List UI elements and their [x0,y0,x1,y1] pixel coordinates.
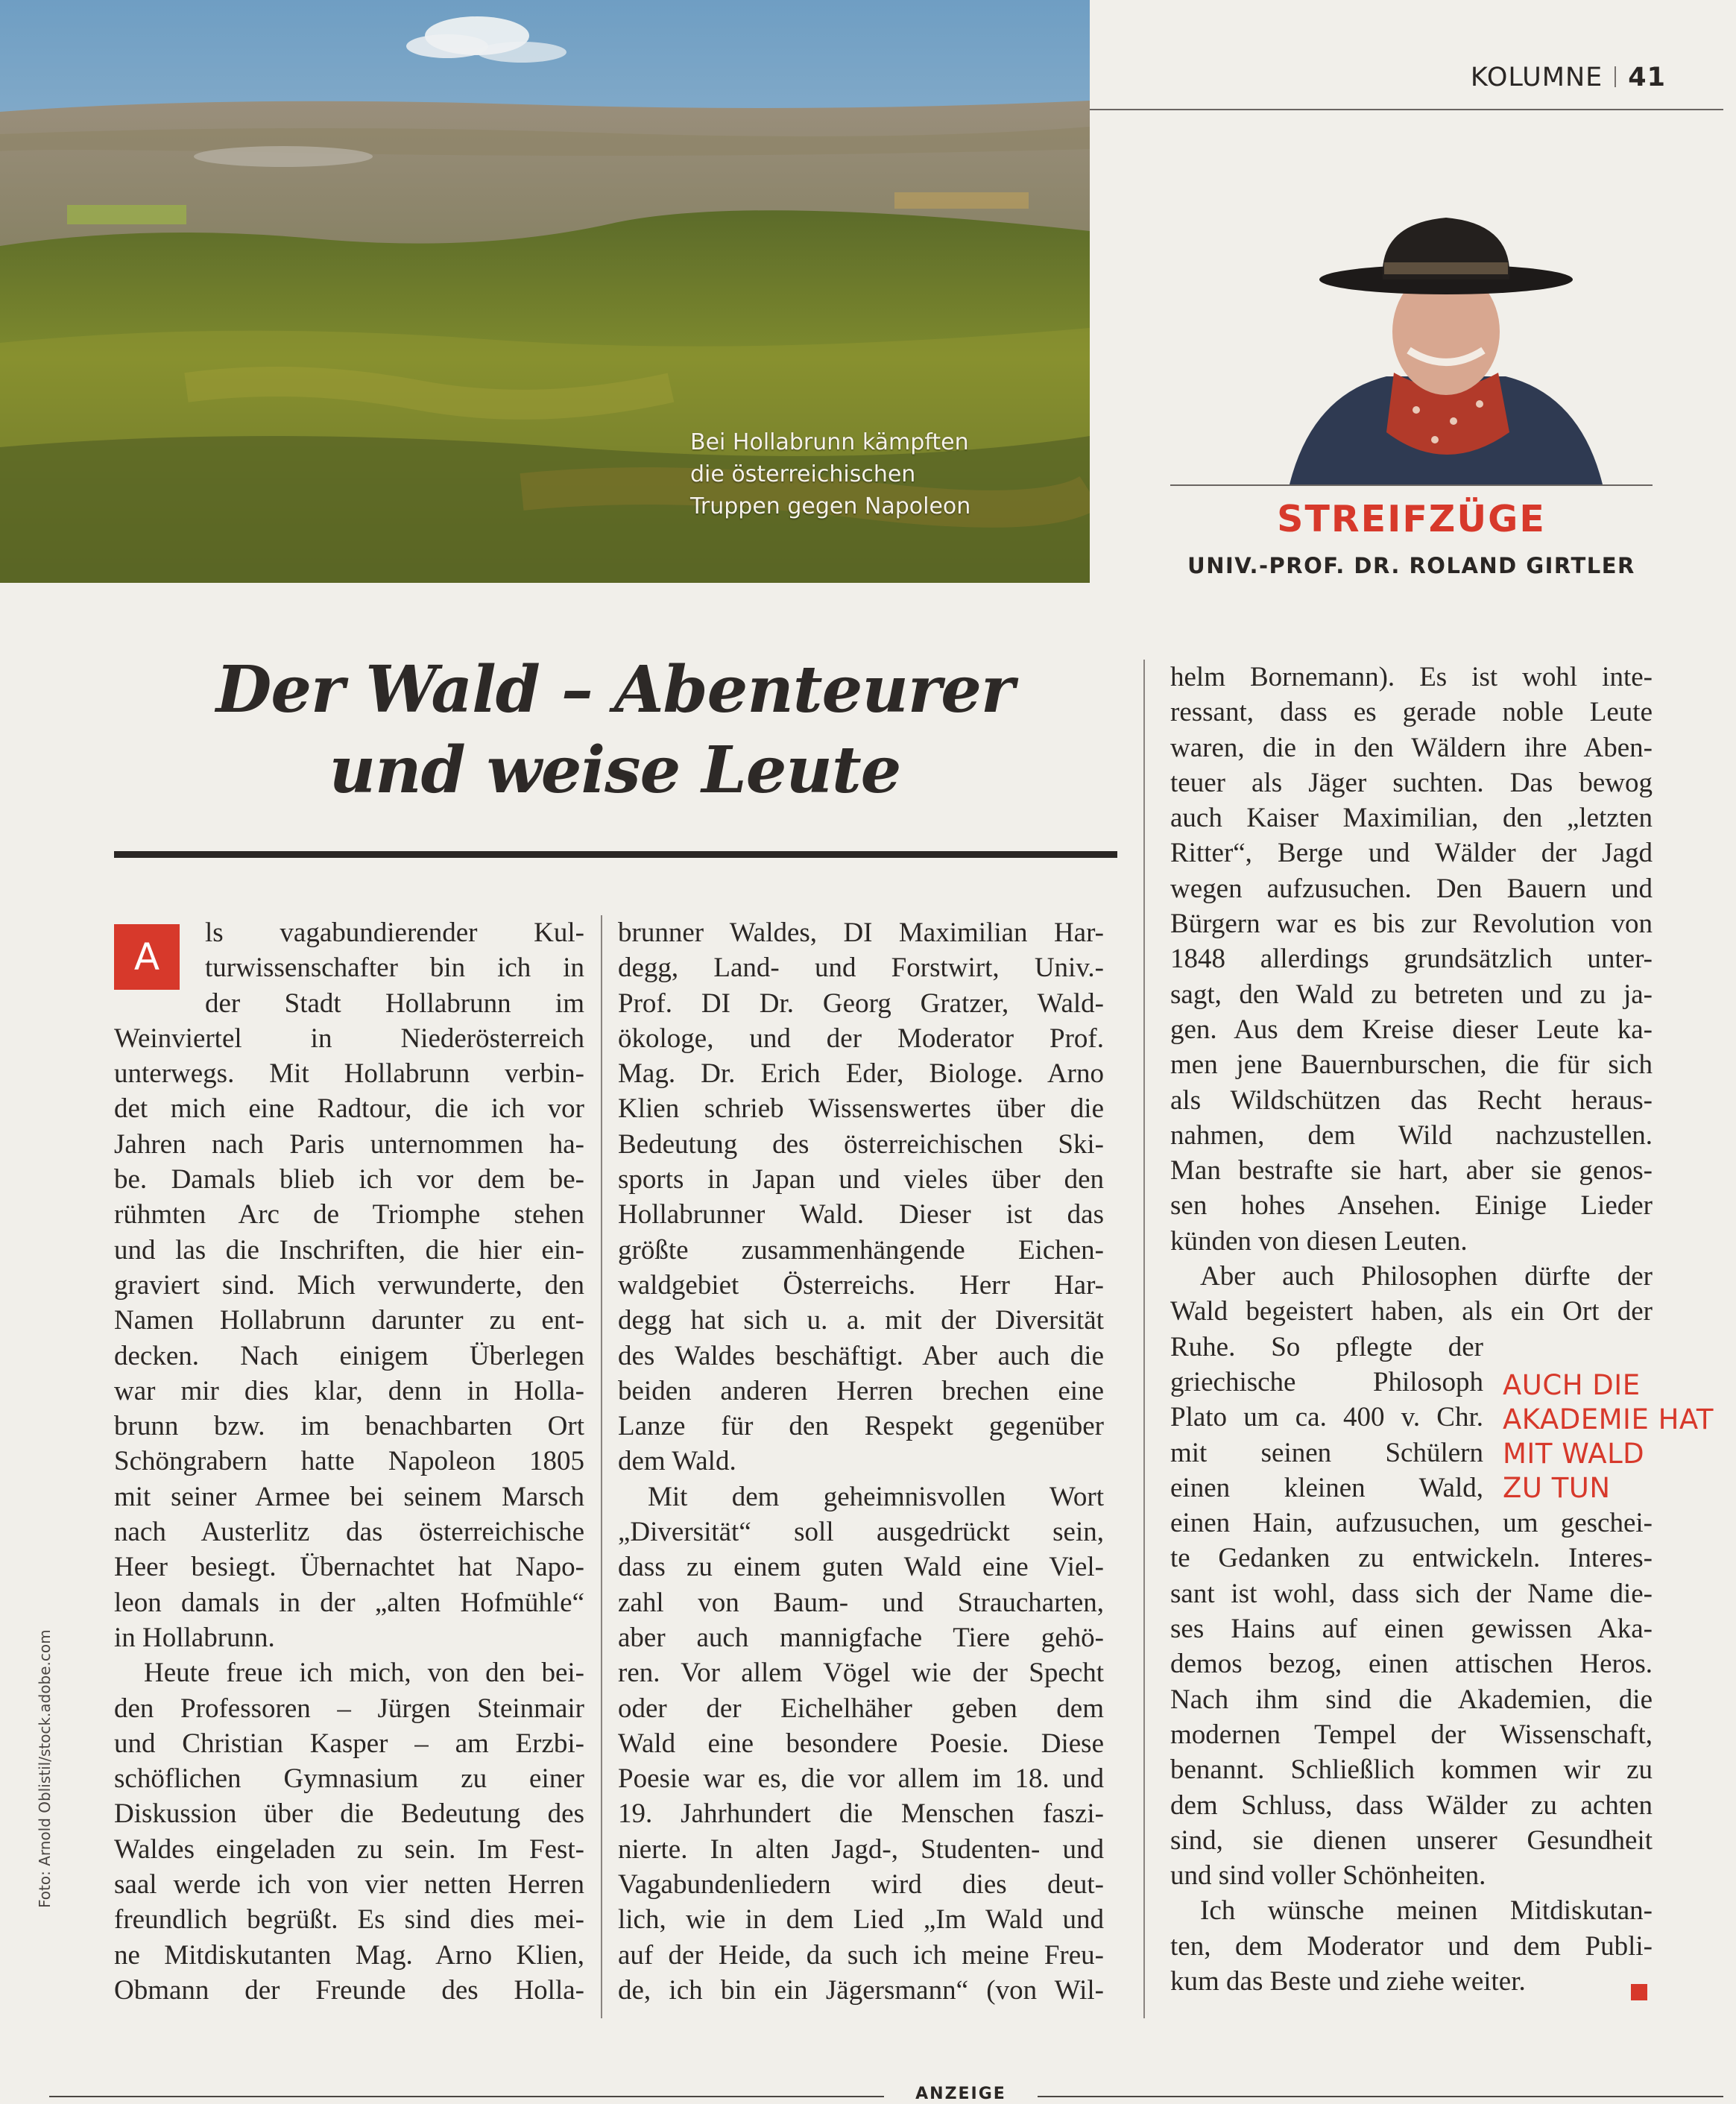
text-line: Klien schrieb Wissenswertes über die [618,1093,1104,1125]
text-line: 1848 allerdings grundsätzlich unter- [1170,944,1653,975]
text-line: auch Kaiser Maximilian, den „letzten [1170,803,1653,834]
text-line: und sind voller Schönheiten. [1170,1860,1486,1892]
text-line: Ich wünsche meinen Mitdiskutan- [1200,1895,1653,1927]
text-line: Wald eine besondere Poesie. Diese [618,1728,1104,1759]
text-line: Prof. DI Dr. Georg Gratzer, Wald- [618,988,1104,1019]
text-line: nierte. In alten Jagd-, Studenten- und [618,1833,1104,1865]
text-line: brunn bzw. im benachbarten Ort [114,1411,584,1442]
text-line: ses Hains auf einen gewissen Aka- [1170,1614,1653,1645]
text-line: det mich eine Radtour, die ich vor [114,1093,584,1125]
page-header [1401,63,1666,92]
author-portrait-image [1282,209,1610,484]
text-line: ls vagabundierender Kul- [205,917,584,948]
author-portrait [1282,209,1610,484]
text-line: unterwegs. Mit Hollabrunn verbin- [114,1058,584,1090]
headline-rule [114,851,1117,858]
text-line: graviert sind. Mich verwunderte, den [114,1269,584,1301]
text-line: de, ich bin ein Jägersmann“ (von Wil- [618,1974,1104,2006]
text-line: mit seiner Armee bei seinem Marsch [114,1481,584,1512]
text-line: Obmann der Freunde des Holla- [114,1974,584,2006]
article-column-1-intro [205,915,584,1021]
text-line: mit seinen Schülern [1170,1437,1483,1468]
text-line: Waldes eingeladen zu sein. Im Fest- [114,1833,584,1865]
header-separator [1615,66,1616,87]
text-line: in Hollabrunn. [114,1622,275,1653]
text-line: sind, sie dienen unserer Gesundheit [1170,1825,1653,1856]
text-line: sports in Japan und vieles über den [618,1164,1104,1195]
text-line: lich, wie in dem Lied „Im Wald und [618,1904,1104,1936]
text-line: ten, dem Moderator und dem Publi- [1170,1930,1653,1962]
text-line: freundlich begrüßt. Es sind dies mei- [114,1904,584,1936]
text-line: und las die Inschriften, die hier ein- [114,1234,584,1266]
end-mark-square [1631,1984,1647,2000]
text-line: decken. Nach einigem Überlegen [114,1340,584,1371]
text-line: degg hat sich u. a. mit der Diversität [618,1305,1104,1336]
headline-line-1: Der Wald – Abenteurer [215,652,1014,727]
text-line: Namen Hollabrunn darunter zu ent- [114,1305,584,1336]
text-line: ren. Vor allem Vögel wie der Specht [618,1658,1104,1689]
column-author: UNIV.-PROF. DR. ROLAND GIRTLER [1187,553,1635,578]
author-rule [1170,484,1653,486]
text-line: Mit dem geheimnisvollen Wort [648,1481,1104,1512]
text-line: zahl von Baum- und Straucharten, [618,1587,1104,1618]
text-line: Diskussion über die Bedeutung des [114,1798,584,1830]
text-line: der Stadt Hollabrunn im [205,988,584,1019]
text-line: sant ist wohl, dass sich der Name die- [1170,1578,1653,1609]
text-line: te Gedanken zu entwickeln. Interes- [1170,1543,1653,1574]
article-column-3 [1170,660,1653,1999]
text-line: wegen aufzusuchen. Den Bauern und [1170,873,1653,904]
text-line: Man bestrafte sie hart, aber sie genos- [1170,1155,1653,1187]
text-line: Ritter“, Berge und Wälder der Jagd [1170,838,1653,869]
text-line: Bürgern war es bis zur Revolution von [1170,909,1653,940]
text-line: als Wildschützen das Recht heraus- [1170,1084,1653,1116]
column-divider [601,915,602,2018]
section-label: KOLUMNE [1470,63,1603,92]
text-line: Vagabundenliedern wird dies deut- [618,1869,1104,1901]
header-rule [1090,109,1723,110]
text-line: Wald begeistert haben, als ein Ort der [1170,1296,1653,1327]
text-line: benannt. Schließlich kommen wir zu [1170,1754,1653,1786]
text-line: demos bezog, einen attischen Heros. [1170,1649,1653,1680]
text-line: den Professoren – Jürgen Steinmair [114,1693,584,1724]
text-line: Hollabrunner Wald. Dieser ist das [618,1199,1104,1231]
drop-cap: A [114,924,180,990]
text-line: Nach ihm sind die Akademien, die [1170,1684,1653,1715]
text-line: Plato um ca. 400 v. Chr. [1170,1402,1483,1433]
text-line: Schöngrabern hatte Napoleon 1805 [114,1446,584,1477]
text-line: und Christian Kasper – am Erzbi- [114,1728,584,1759]
headline [112,650,1118,811]
text-line: kum das Beste und ziehe weiter. [1170,1965,1526,1997]
text-line: beiden anderen Herren brechen eine [618,1375,1104,1406]
text-line: ne Mitdiskutanten Mag. Arno Klien, [114,1939,584,1971]
text-line: nahmen, dem Wild nachzustellen. [1170,1119,1653,1151]
column-divider [1143,660,1145,2018]
text-line: men jene Bauernburschen, die für sich [1170,1049,1653,1081]
text-line: Aber auch Philosophen dürfte der [1200,1261,1653,1292]
text-line: turwissenschafter bin ich in [205,953,584,984]
text-line: teuer als Jäger suchten. Das bewog [1170,767,1653,798]
text-line: waren, die in den Wäldern ihre Aben- [1170,732,1653,763]
text-line: Bedeutung des österreichischen Ski- [618,1128,1104,1160]
text-line: Poesie war es, die vor allem im 18. und [618,1763,1104,1795]
landscape-photo [0,0,1090,583]
text-line: Weinviertel in Niederösterreich [114,1023,584,1054]
text-line: 19. Jahrhundert die Menschen faszi- [618,1798,1104,1830]
text-line: nach Austerlitz das österreichische [114,1517,584,1548]
text-line: war mir dies klar, denn in Holla- [114,1375,584,1406]
text-line: oder der Eichelhäher geben dem [618,1693,1104,1724]
text-line: aber auch mannigfache Tiere gehö- [618,1622,1104,1653]
text-line: sagt, den Wald zu betreten und zu ja- [1170,979,1653,1010]
text-line: dem Schluss, dass Wälder zu achten [1170,1789,1653,1821]
text-line: helm Bornemann). Es ist wohl inte- [1170,662,1653,692]
text-line: dass zu einem guten Wald eine Viel- [618,1552,1104,1583]
text-line: größte zusammenhängende Eichen- [618,1234,1104,1266]
text-line: modernen Tempel der Wissenschaft, [1170,1719,1653,1750]
footer-ad-label: ANZEIGE [915,2085,1006,2103]
text-line: be. Damals blieb ich vor dem be- [114,1164,584,1195]
text-line: auf der Heide, da such ich meine Freu- [618,1939,1104,1971]
text-line: leon damals in der „alten Hofmühle“ [114,1587,584,1618]
text-line: Lanze für den Respekt gegenüber [618,1411,1104,1442]
text-line: Ruhe. So pflegte der [1170,1331,1483,1362]
photo-credit: Foto: Arnold Oblistil/stock.adobe.com [36,1629,54,1908]
pull-quote: AUCH DIE AKADEMIE HAT MIT WALD ZU TUN [1503,1369,1714,1504]
text-line: Heer besiegt. Übernachtet hat Napo- [114,1552,584,1583]
text-line: Jahren nach Paris unternommen ha- [114,1128,584,1160]
text-line: Heute freue ich mich, von den bei- [144,1658,584,1689]
text-line: ökologe, und der Moderator Prof. [618,1023,1104,1054]
text-line: gen. Aus dem Kreise dieser Leute ka- [1170,1014,1653,1045]
headline-line-2: und weise Leute [329,733,901,808]
text-line: waldgebiet Österreichs. Herr Har- [618,1269,1104,1301]
footer-rule-left [49,2096,884,2097]
text-line: künden von diesen Leuten. [1170,1225,1468,1257]
text-line: schöflichen Gymnasium zu einer [114,1763,584,1795]
text-line: saal werde ich von vier netten Herren [114,1869,584,1901]
text-line: brunner Waldes, DI Maximilian Har- [618,917,1104,948]
text-line: einen kleinen Wald, [1170,1472,1483,1503]
column-title: STREIFZÜGE [1277,498,1546,540]
text-line: des Waldes beschäftigt. Aber auch die [618,1340,1104,1371]
text-line: einen Hain, aufzusuchen, um geschei- [1170,1508,1653,1539]
text-line: dem Wald. [618,1446,736,1477]
text-line: griechische Philosoph [1170,1366,1483,1397]
text-line: ressant, dass es gerade noble Leute [1170,697,1653,728]
text-line: Mag. Dr. Erich Eder, Biologe. Arno [618,1058,1104,1090]
text-line: „Diversität“ soll ausgedrückt sein, [618,1517,1104,1548]
text-line: sen hohes Ansehen. Einige Lieder [1170,1190,1653,1222]
article-column-1 [114,1021,584,2008]
photo-caption: Bei Hollabrunn kämpften die österreichischen Truppen gegen Napoleon [690,429,971,519]
page-number: 41 [1628,63,1666,92]
article-column-2 [618,915,1104,2008]
text-line: degg, Land- und Forstwirt, Univ.- [618,953,1104,984]
text-line: rühmten Arc de Triomphe stehen [114,1199,584,1231]
footer-rule-right [1038,2096,1723,2097]
